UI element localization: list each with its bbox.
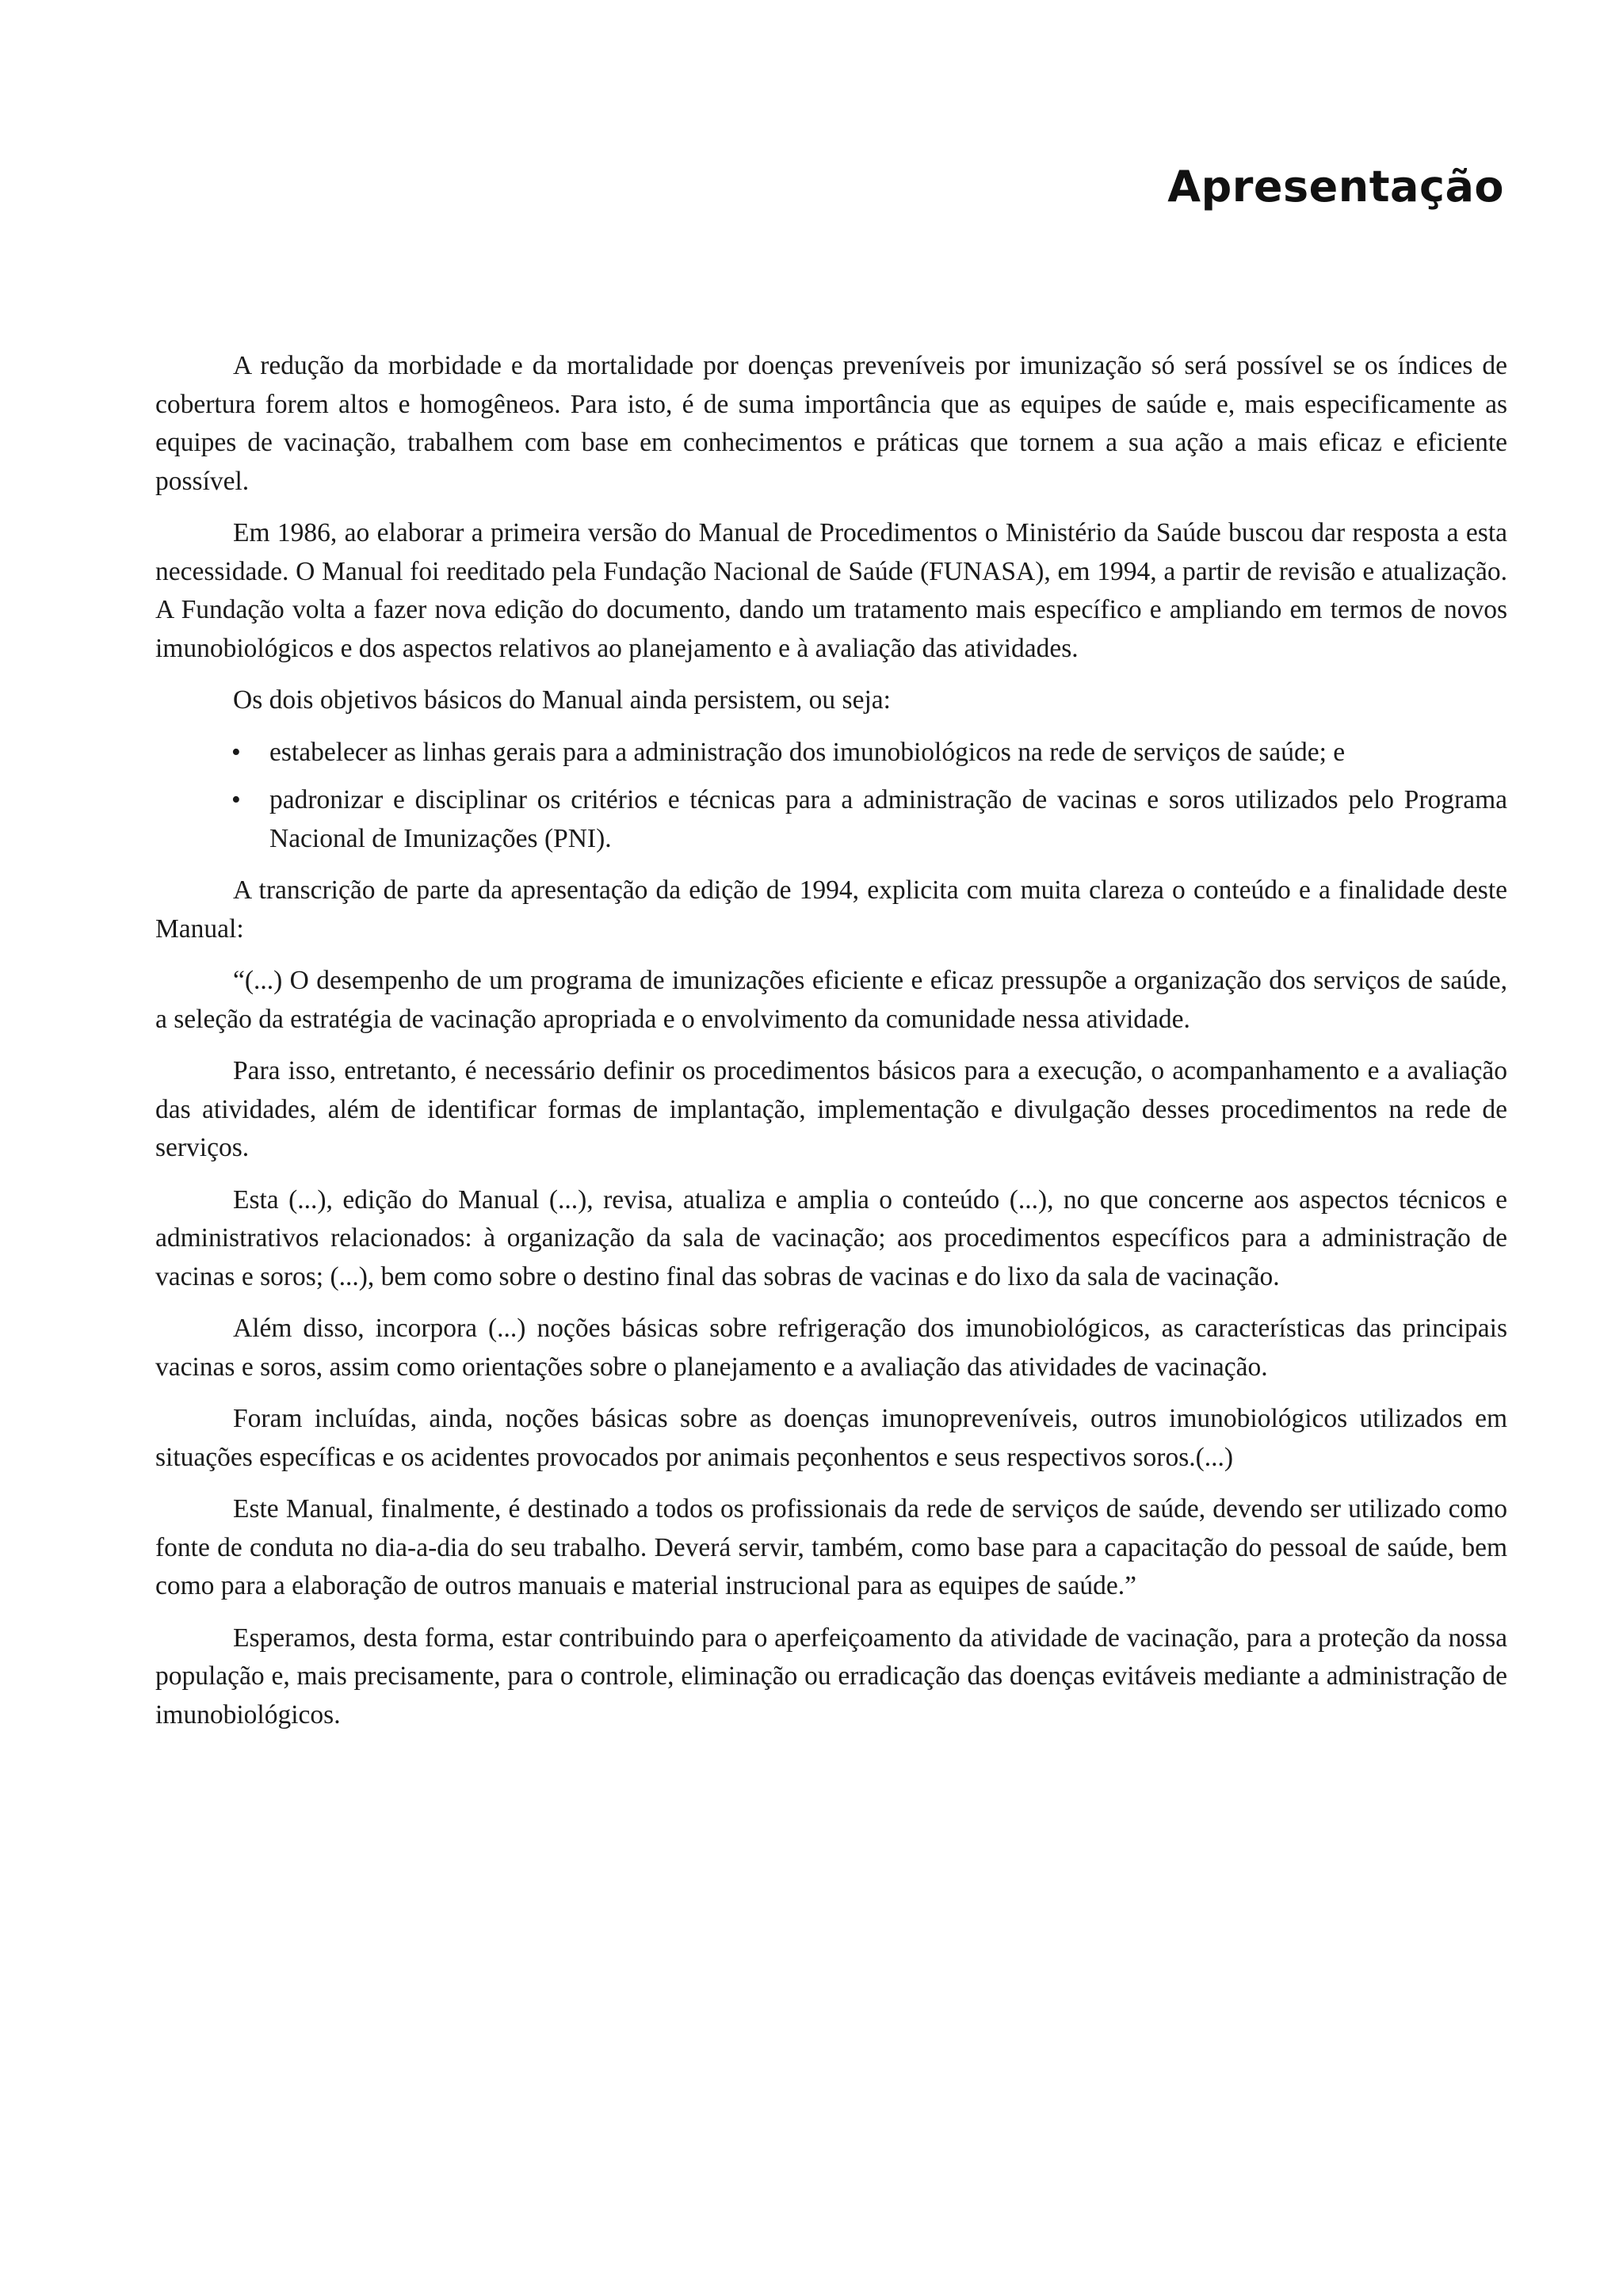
paragraph: Este Manual, finalmente, é destinado a todos os profissionais da rede de serviços de saúde, devendo ser utilizado como fonte de conduta no dia-a-dia do seu trabalho. Deverá servir, também, como base para a capacitação do pessoal de saúde, bem como para a elaboração de outros manuais e material instrucional para as equipes de saúde.” [155,1494,1507,1600]
body-text [155,347,1507,1748]
paragraph: A redução da morbidade e da mortalidade por doenças preveníveis por imunização só será possível se os índices de cobertura forem altos e homogêneos. Para isto, é de suma importância que as equipes de saúde e, mais especificamente as equipes de vacinação, trabalhem com base em conhecimentos e práticas que tornem a sua ação a mais eficaz e eficiente possível. [155,351,1507,496]
paragraph: Além disso, incorpora (...) noções básicas sobre refrigeração dos imunobiológicos, as características das principais vacinas e soros, assim como orientações sobre o planejamento e a avaliação das atividades de vacinação. [155,1314,1507,1382]
bullet-icon: • [231,737,241,767]
list-item [155,734,1507,772]
paragraph: Esperamos, desta forma, estar contribuindo para o aperfeiçoamento da atividade de vacinação, para a proteção da nossa população e, mais precisamente, para o controle, eliminação ou erradicação das doenças evitáveis mediante a administração de imunobiológicos. [155,1623,1507,1730]
page-title: Apresentação [1167,162,1504,212]
paragraph: Em 1986, ao elaborar a primeira versão do Manual de Procedimentos o Ministério da Saúde buscou dar resposta a esta necessidade. O Manual foi reeditado pela Fundação Nacional de Saúde (FUNASA), em 1994, a partir de revisão e atualização. A Fundação volta a fazer nova edição do documento, dando um tratamento mais específico e ampliando em termos de novos imunobiológicos e dos aspectos relativos ao planejamento e à avaliação das atividades. [155,518,1507,663]
bullet-icon: • [231,785,241,814]
paragraph: “(...) O desempenho de um programa de imunizações eficiente e eficaz pressupõe a organização dos serviços de saúde, a seleção da estratégia de vacinação apropriada e o envolvimento da comunidade nessa atividade. [155,966,1507,1034]
list-item [155,781,1507,858]
list-item-text: estabelecer as linhas gerais para a administração dos imunobiológicos na rede de serviços de saúde; e [269,737,1346,767]
paragraph: Para isso, entretanto, é necessário definir os procedimentos básicos para a execução, o acompanhamento e a avaliação das atividades, além de identificar formas de implantação, implementação e divulgação desses procedimentos na rede de serviços. [155,1056,1507,1162]
objectives-list [155,734,1507,859]
list-item-text: padronizar e disciplinar os critérios e técnicas para a administração de vacinas e soros utilizados pelo Programa Nacional de Imunizações (PNI). [269,785,1507,853]
paragraph: A transcrição de parte da apresentação da edição de 1994, explicita com muita clareza o conteúdo e a finalidade deste Manual: [155,875,1507,944]
paragraph: Foram incluídas, ainda, noções básicas sobre as doenças imunopreveníveis, outros imunobiológicos utilizados em situações específicas e os acidentes provocados por animais peçonhentos e seus respectivos soros.(...) [155,1404,1507,1472]
paragraph: Os dois objetivos básicos do Manual ainda persistem, ou seja: [233,685,891,715]
paragraph: Esta (...), edição do Manual (...), revisa, atualiza e amplia o conteúdo (...), no que concerne aos aspectos técnicos e administrativos relacionados: à organização da sala de vacinação; aos procedimentos específicos para a administração de vacinas e soros; (...), bem como sobre o destino final das sobras de vacinas e do lixo da sala de vacinação. [155,1184,1507,1291]
